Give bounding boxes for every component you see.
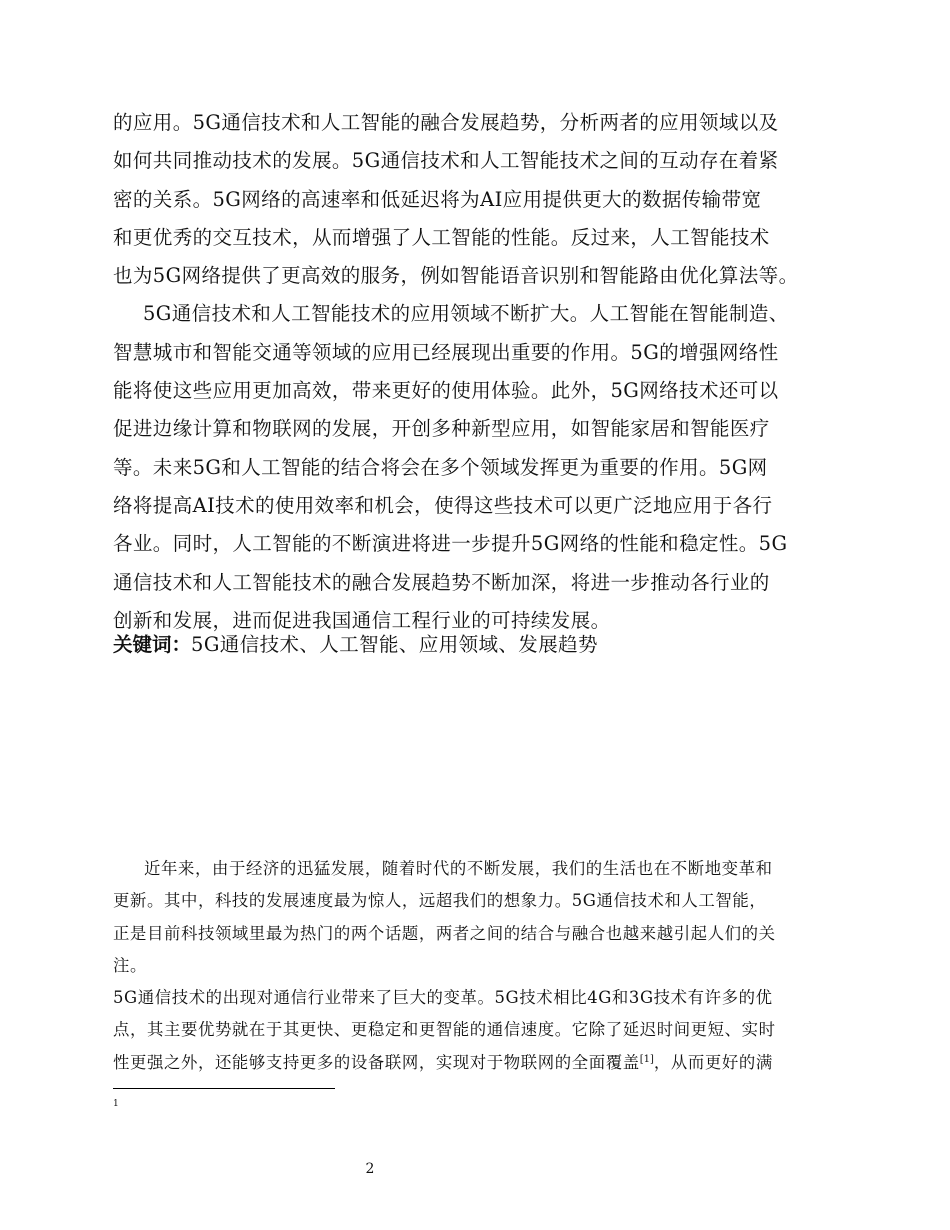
introduction-paragraphs [113,853,855,1079]
footnote-separator [113,1088,335,1089]
abstract-line: 各业。同时，人工智能的不断演进将进一步提升5G网络的性能和稳定性。5G [113,532,788,556]
abstract-line: 和更优秀的交互技术，从而增强了人工智能的性能。反过来，人工智能技术 [113,225,770,249]
intro-line: 5G通信技术的出现对通信行业带来了巨大的变革。5G技术相比4G和3G技术有许多的优 [113,988,773,1008]
abstract-line: 等。未来5G和人工智能的结合将会在多个领域发挥更为重要的作用。5G网 [113,455,768,479]
abstract-line: 创新和发展，进而促进我国通信工程行业的可持续发展。 [113,608,611,632]
abstract-line: 促进边缘计算和物联网的发展，开创多种新型应用，如智能家居和智能医疗 [113,417,770,441]
abstract-line: 通信技术和人工智能技术的融合发展趋势不断加深，将进一步推动各行业的 [113,570,770,594]
intro-line: 正是目前科技领域里最为热门的两个话题，两者之间的结合与融合也越来越引起人们的关 [113,923,776,943]
page-number: 2 [365,1161,375,1177]
keywords-label: 关键词： [113,633,192,656]
intro-line: 近年来，由于经济的迅猛发展，随着时代的不断发展，我们的生活也在不断地变革和 [144,859,773,878]
abstract-paragraphs [113,104,855,640]
keywords [113,626,598,664]
abstract-line: 5G通信技术和人工智能技术的应用领域不断扩大。人工智能在智能制造、 [143,302,789,326]
keywords-value: 5G通信技术、人工智能、应用领域、发展趋势 [191,633,598,656]
abstract-line: 智慧城市和智能交通等领域的应用已经展现出重要的作用。5G的增强网络性 [113,340,779,364]
abstract-line: 的应用。5G通信技术和人工智能的融合发展趋势，分析两者的应用领域以及 [113,111,779,134]
intro-line: 注。 [113,955,147,975]
intro-line [113,1047,855,1079]
abstract-line: 如何共同推动技术的发展。5G通信技术和人工智能技术之间的互动存在着紧 [113,149,779,173]
intro-line: 更新。其中，科技的发展速度最为惊人，远超我们的想象力。5G通信技术和人工智能， [113,891,767,911]
intro-line-text: 性更强之外，还能够支持更多的设备联网，实现对于物联网的全面覆盖 [113,1052,640,1072]
intro-line-text: ，从而更好的满 [653,1052,773,1072]
intro-line: 点，其主要优势就在于其更快、更稳定和更智能的通信速度。它除了延迟时间更短、实时 [113,1020,776,1040]
abstract-line: 能将使这些应用更加高效，带来更好的使用体验。此外，5G网络技术还可以 [113,379,779,403]
abstract-line: 密的关系。5G网络的高速率和低延迟将为AI应用提供更大的数据传输带宽 [113,187,762,211]
abstract-line: 也为5G网络提供了更高效的服务，例如智能语音识别和智能路由优化算法等。 [113,264,799,288]
footnote-number: 1 [113,1099,119,1109]
citation-reference[interactable]: [1] [639,1053,654,1065]
abstract-line: 络将提高AI技术的使用效率和机会，使得这些技术可以更广泛地应用于各行 [113,493,773,517]
